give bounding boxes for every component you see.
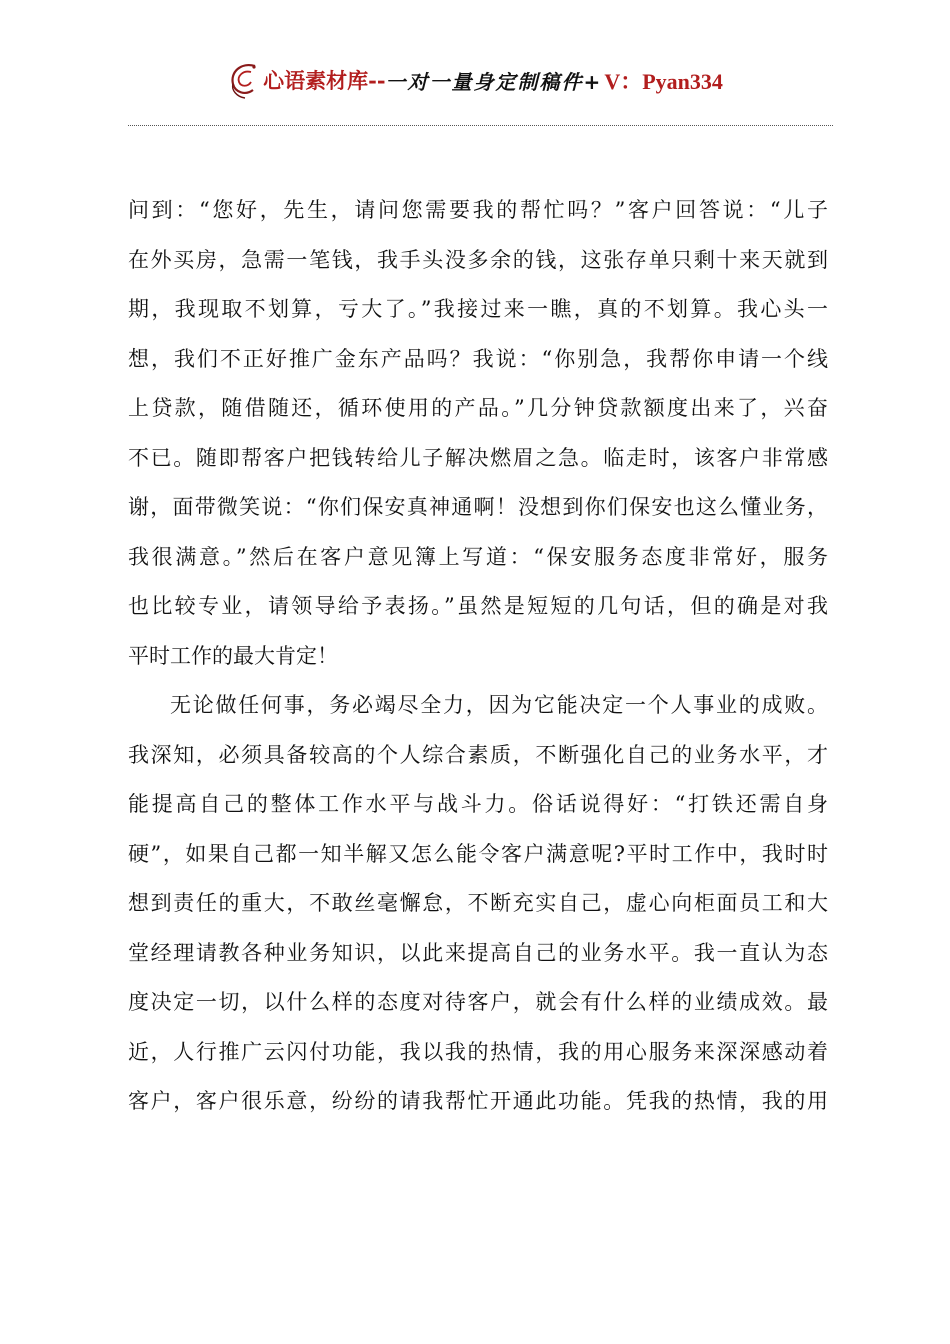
header-separator: -- xyxy=(368,67,386,93)
text-line: 我深知，必须具备较高的个人综合素质，不断强化自己的业务水平，才 xyxy=(128,742,828,767)
text-line: 谢，面带微笑说：“你们保安真神通啊！没想到你们保安也这么懂业务， xyxy=(128,495,828,519)
text-line: 能提高自己的整体工作水平与战斗力。俗话说得好：“打铁还需自身 xyxy=(128,792,828,816)
page-header xyxy=(0,58,950,102)
text-line: 近，人行推广云闪付功能，我以我的热情，我的用心服务来深深感动着 xyxy=(128,1039,828,1064)
text-line: 无论做任何事，务必竭尽全力，因为它能决定一个人事业的成败。 xyxy=(170,693,828,717)
brand-name: 心语素材库 xyxy=(263,68,369,93)
text-line: 堂经理请教各种业务知识，以此来提高自己的业务水平。我一直认为态 xyxy=(128,940,828,965)
text-line: 上贷款，随借随还，循环使用的产品。”几分钟贷款额度出来了，兴奋 xyxy=(128,396,828,420)
text-line: 度决定一切，以什么样的态度对待客户，就会有什么样的业绩成效。最 xyxy=(128,990,828,1014)
text-line: 客户，客户很乐意，纷纷的请我帮忙开通此功能。凭我的热情，我的用 xyxy=(128,1089,828,1113)
header-divider xyxy=(128,125,833,126)
header-tagline: 一对一量身定制稿件+ xyxy=(385,69,603,94)
text-line: 想，我们不正好推广金东产品吗？我说：“你别急，我帮你申请一个线 xyxy=(128,346,828,371)
paragraph-1 xyxy=(128,186,828,681)
text-line: 期，我现取不划算，亏大了。”我接过来一瞧，真的不划算。我心头一 xyxy=(128,297,828,321)
text-line: 在外买房，急需一笔钱，我手头没多余的钱，这张存单只剩十来天就到 xyxy=(128,247,828,272)
document-body xyxy=(128,186,828,1127)
header-contact: V：Pyan334 xyxy=(604,68,723,94)
logo-swirl-icon xyxy=(227,60,261,100)
text-line: 问到：“您好，先生，请问您需要我的帮忙吗？”客户回答说：“儿子 xyxy=(128,198,828,222)
paragraph-2 xyxy=(128,681,828,1127)
text-line: 平时工作的最大肯定！ xyxy=(128,643,338,668)
text-line: 想到责任的重大，不敢丝毫懈怠，不断充实自己，虚心向柜面员工和大 xyxy=(128,891,828,915)
text-line: 硬”，如果自己都一知半解又怎么能令客户满意呢?平时工作中，我时时 xyxy=(128,841,828,866)
text-line: 也比较专业，请领导给予表扬。”虽然是短短的几句话，但的确是对我 xyxy=(128,594,828,618)
text-line: 我很满意。”然后在客户意见簿上写道：“保安服务态度非常好，服务 xyxy=(128,544,828,569)
text-line: 不已。随即帮客户把钱转给儿子解决燃眉之急。临走时，该客户非常感 xyxy=(128,445,828,470)
